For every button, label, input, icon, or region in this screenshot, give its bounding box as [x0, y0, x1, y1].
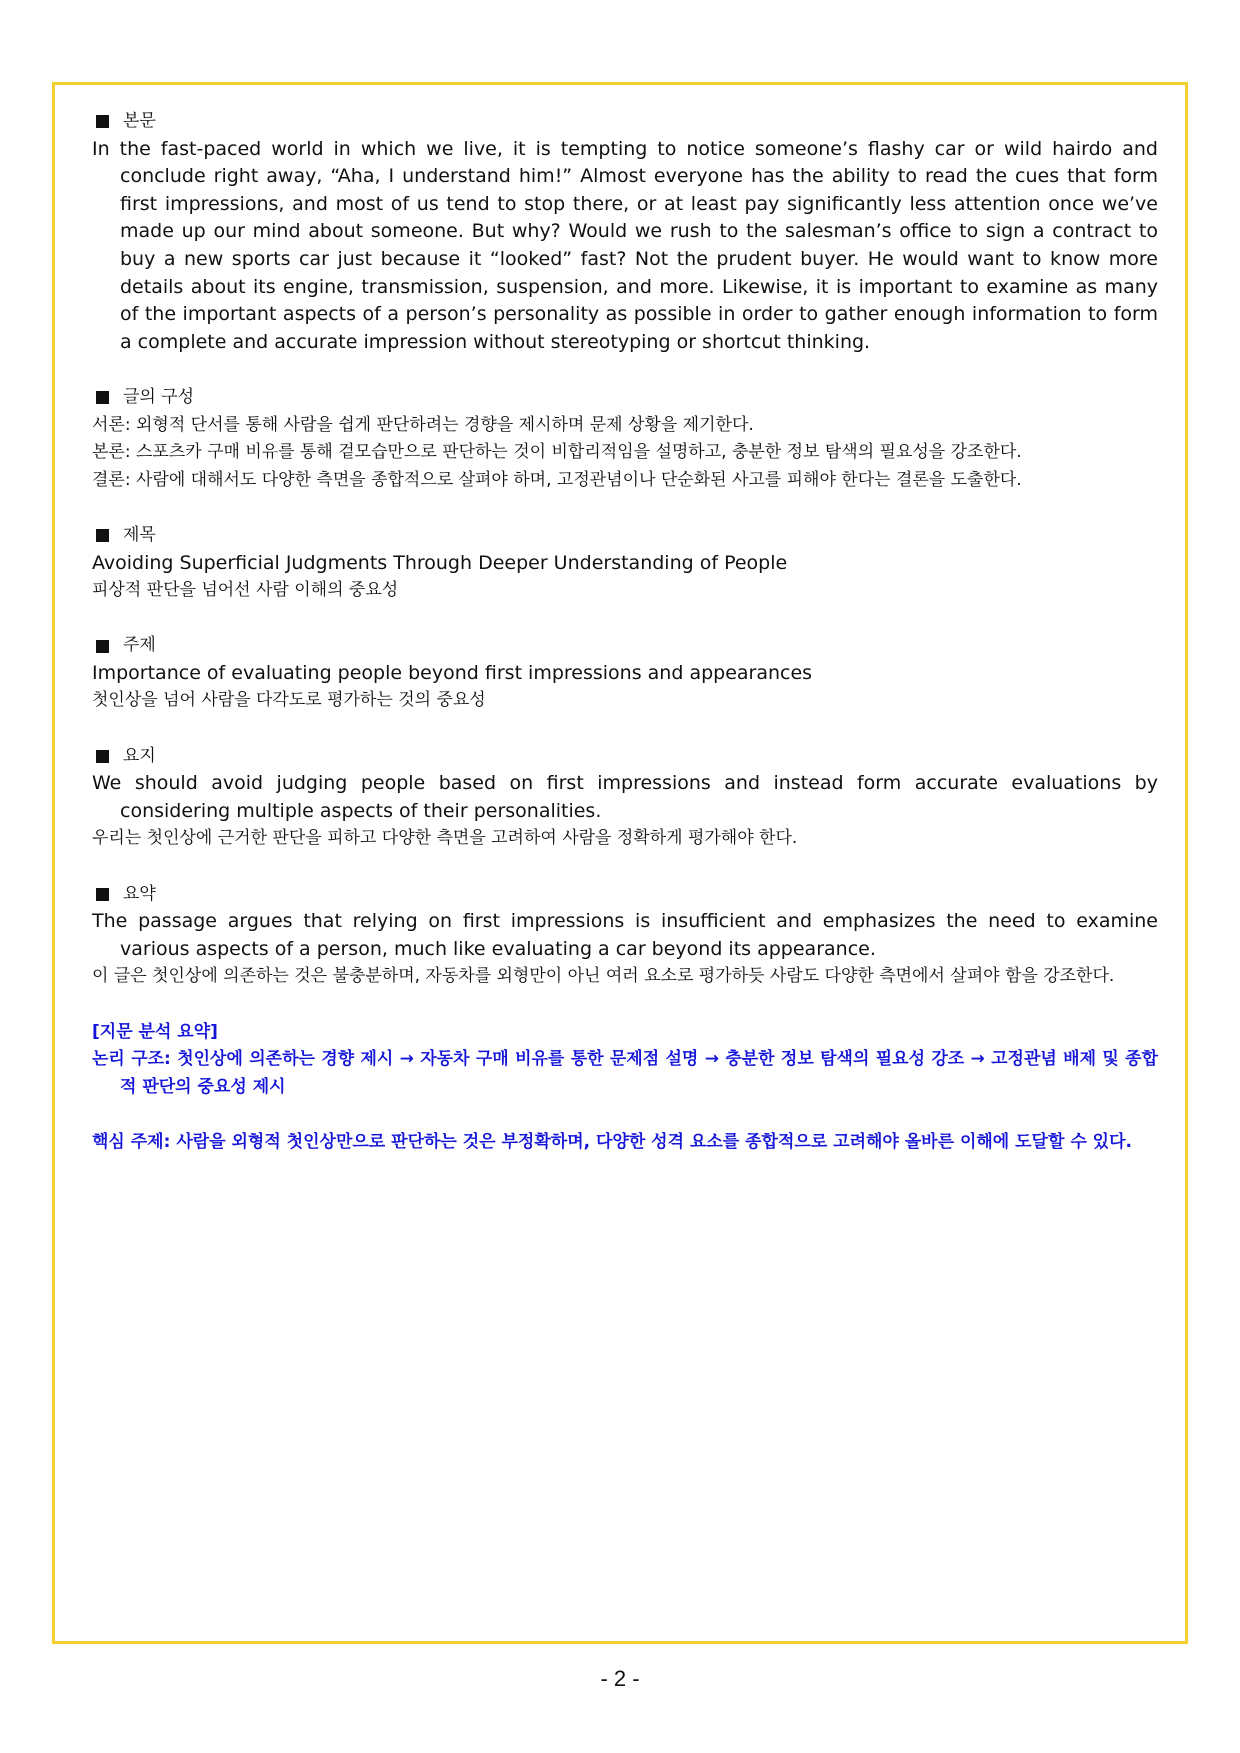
- section-structure: [92, 384, 1158, 494]
- page-number: - 2 -: [600, 1666, 640, 1691]
- title-english: Avoiding Superficial Judgments Through Deeper Understanding of People: [92, 551, 788, 574]
- section-heading: [92, 881, 1158, 909]
- section-body-text: [92, 108, 1158, 356]
- section-heading: [92, 384, 1158, 412]
- square-bullet-icon: [96, 750, 109, 763]
- square-bullet-icon: [96, 391, 109, 404]
- summary-english: The passage argues that relying on first impressions is insufficient and emphasizes the need to examine various aspects of a person, much like evaluating a car beyond its appearance.: [92, 910, 1158, 960]
- structure-body: 본론: 스포츠카 구매 비유를 통해 겉모습만으로 판단하는 것이 비합리적임을 설명하고, 충분한 정보 탐색의 필요성을 강조한다.: [92, 442, 1022, 463]
- square-bullet-icon: [96, 640, 109, 653]
- document-content: [92, 108, 1158, 1157]
- title-korean: 피상적 판단을 넘어선 사람 이해의 중요성: [92, 580, 399, 601]
- analysis-core-theme: 핵심 주제: 사람을 외형적 첫인상만으로 판단하는 것은 부정확하며, 다양한 성격 요소를 종합적으로 고려해야 올바른 이해에 도달할 수 있다.: [92, 1131, 1132, 1152]
- section-heading: [92, 108, 1158, 136]
- section-heading-label: 본문: [123, 111, 156, 131]
- section-heading-label: 요지: [123, 745, 156, 766]
- topic-korean: 첫인상을 넘어 사람을 다각도로 평가하는 것의 중요성: [92, 690, 486, 711]
- section-heading: [92, 522, 1158, 550]
- passage-paragraph: In the fast-paced world in which we live, it is tempting to notice someone’s flashy car or wild hairdo and conclude right away, “Aha, I understand him!” Almost everyone has the ability to read the cues that form first impressions, and most of us tend to stop there, or at least pay significantly less attention once we’ve made up our mind about someone. But why? Would we rush to the salesman’s office to sign a contract to buy a new sports car just because it “looked” fast? Not the prudent buyer. He would want to know more details about its engine, transmission, suspension, and more. Likewise, it is important to examine as many of the important aspects of a person’s personality as possible in order to gather enough information to form a complete and accurate impression without stereotyping or shortcut thinking.: [92, 137, 1158, 353]
- square-bullet-icon: [96, 529, 109, 542]
- section-heading-label: 제목: [123, 524, 156, 545]
- analysis-title: [지문 분석 요약]: [92, 1021, 218, 1042]
- summary-korean: 이 글은 첫인상에 의존하는 것은 불충분하며, 자동차를 외형만이 아닌 여러 요소로 평가하듯 사람도 다양한 측면에서 살펴야 함을 강조한다.: [92, 966, 1115, 987]
- section-main-idea: [92, 743, 1158, 853]
- main-idea-korean: 우리는 첫인상에 근거한 판단을 피하고 다양한 측면을 고려하여 사람을 정확하게 평가해야 한다.: [92, 828, 798, 849]
- section-heading-label: 글의 구성: [123, 386, 195, 407]
- section-heading: [92, 632, 1158, 660]
- square-bullet-icon: [96, 888, 109, 901]
- section-topic: [92, 632, 1158, 715]
- section-title: [92, 522, 1158, 605]
- section-summary: [92, 881, 1158, 991]
- topic-english: Importance of evaluating people beyond first impressions and appearances: [92, 661, 813, 684]
- section-heading-label: 주제: [123, 635, 156, 656]
- structure-conclusion: 결론: 사람에 대해서도 다양한 측면을 종합적으로 살펴야 하며, 고정관념이나 단순화된 사고를 피해야 한다는 결론을 도출한다.: [92, 469, 1022, 490]
- square-bullet-icon: [96, 115, 109, 128]
- analysis-summary: [92, 1019, 1158, 1157]
- section-heading-label: 요약: [123, 883, 156, 904]
- main-idea-english: We should avoid judging people based on first impressions and instead form accurate evaluations by considering multiple aspects of their personalities.: [92, 772, 1158, 822]
- structure-intro: 서론: 외형적 단서를 통해 사람을 쉽게 판단하려는 경향을 제시하며 문제 상황을 제기한다.: [92, 414, 754, 435]
- section-heading: [92, 743, 1158, 771]
- analysis-structure: 논리 구조: 첫인상에 의존하는 경향 제시 → 자동차 구매 비유를 통한 문제점 설명 → 충분한 정보 탐색의 필요성 강조 → 고정관념 배제 및 종합적 판단의 중요성 제시: [92, 1049, 1158, 1097]
